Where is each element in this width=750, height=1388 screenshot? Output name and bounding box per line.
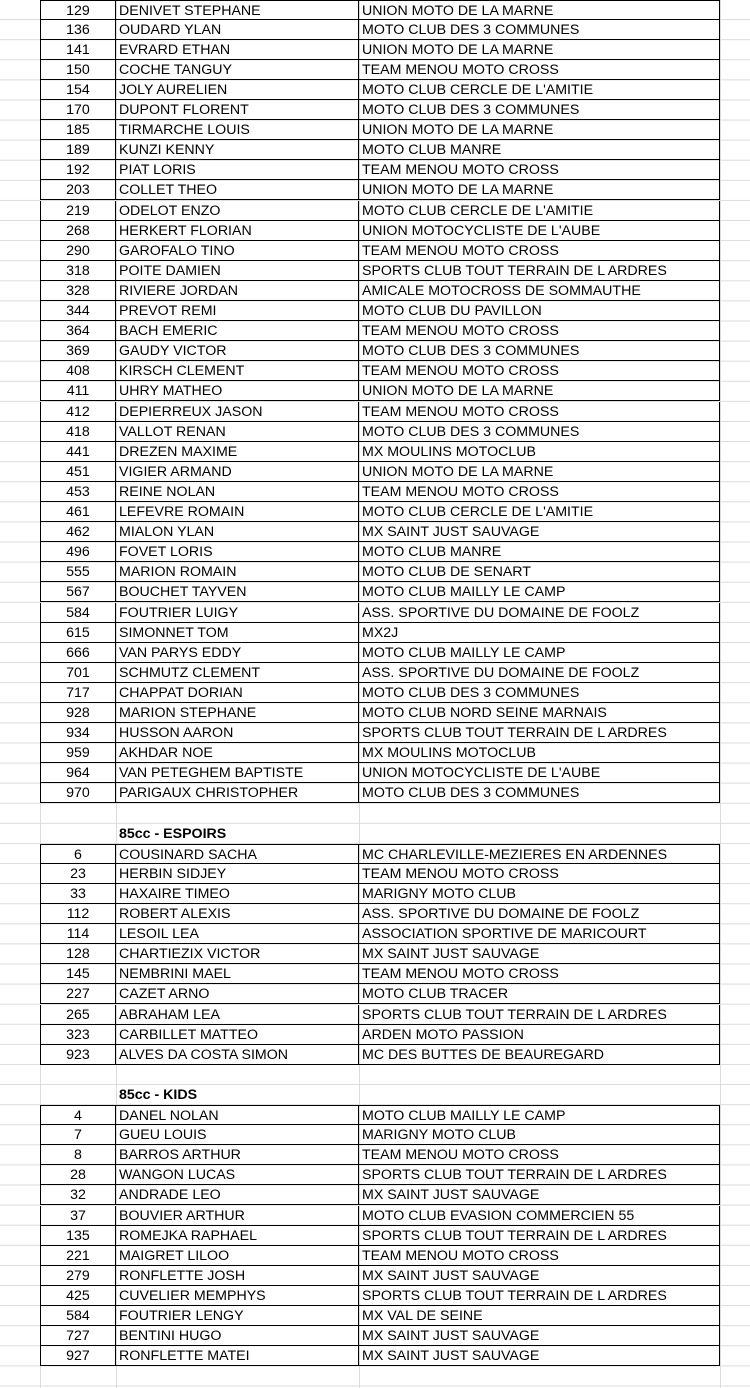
club-name: MX2J bbox=[359, 623, 720, 643]
rider-number: 6 bbox=[40, 844, 116, 864]
table-row bbox=[0, 663, 750, 683]
rider-name: GUEU LOUIS bbox=[116, 1125, 359, 1145]
table-row bbox=[0, 0, 750, 20]
club-name: UNION MOTO DE LA MARNE bbox=[359, 0, 720, 20]
rider-name: HERBIN SIDJEY bbox=[116, 864, 359, 884]
club-name: MOTO CLUB DES 3 COMMUNES bbox=[359, 100, 720, 120]
table-row bbox=[0, 562, 750, 582]
rider-number: 129 bbox=[40, 0, 116, 20]
club-name: MOTO CLUB DES 3 COMMUNES bbox=[359, 783, 720, 803]
rider-number: 441 bbox=[40, 442, 116, 462]
rider-name: ALVES DA COSTA SIMON bbox=[116, 1045, 359, 1065]
club-name: MOTO CLUB DE SENART bbox=[359, 562, 720, 582]
club-name: MOTO CLUB CERCLE DE L'AMITIE bbox=[359, 201, 720, 221]
table-row bbox=[0, 100, 750, 120]
rider-name: CAZET ARNO bbox=[116, 984, 359, 1004]
rider-number: 227 bbox=[40, 984, 116, 1004]
rider-number: 369 bbox=[40, 341, 116, 361]
club-name: MC CHARLEVILLE-MEZIERES EN ARDENNES bbox=[359, 844, 720, 864]
table-row bbox=[0, 884, 750, 904]
club-name: TEAM MENOU MOTO CROSS bbox=[359, 864, 720, 884]
rider-name: ODELOT ENZO bbox=[116, 201, 359, 221]
club-name: MOTO CLUB CERCLE DE L'AMITIE bbox=[359, 80, 720, 100]
table-row bbox=[0, 1326, 750, 1346]
section-heading: 85cc - KIDS bbox=[119, 1086, 198, 1103]
rider-number: 135 bbox=[40, 1226, 116, 1246]
rider-name: MIALON YLAN bbox=[116, 522, 359, 542]
rider-name: EVRARD ETHAN bbox=[116, 40, 359, 60]
rider-number: 408 bbox=[40, 361, 116, 381]
rider-number: 701 bbox=[40, 663, 116, 683]
rider-number: 136 bbox=[40, 20, 116, 40]
club-name: MOTO CLUB MAILLY LE CAMP bbox=[359, 643, 720, 663]
rider-number: 453 bbox=[40, 482, 116, 502]
rider-number: 496 bbox=[40, 542, 116, 562]
rider-number: 7 bbox=[40, 1125, 116, 1145]
table-row bbox=[0, 361, 750, 381]
club-name: MOTO CLUB TRACER bbox=[359, 984, 720, 1004]
rider-name: HUSSON AARON bbox=[116, 723, 359, 743]
rider-name: PREVOT REMI bbox=[116, 301, 359, 321]
rider-name: BARROS ARTHUR bbox=[116, 1145, 359, 1165]
table-row bbox=[0, 1346, 750, 1366]
table-row bbox=[0, 984, 750, 1004]
club-name: SPORTS CLUB TOUT TERRAIN DE L ARDRES bbox=[359, 723, 720, 743]
club-name: TEAM MENOU MOTO CROSS bbox=[359, 361, 720, 381]
club-name: MOTO CLUB DES 3 COMMUNES bbox=[359, 422, 720, 442]
rider-name: UHRY MATHEO bbox=[116, 381, 359, 401]
club-name: TEAM MENOU MOTO CROSS bbox=[359, 160, 720, 180]
section-heading: 85cc - ESPOIRS bbox=[119, 825, 227, 842]
club-name: TEAM MENOU MOTO CROSS bbox=[359, 1246, 720, 1266]
table-row bbox=[0, 904, 750, 924]
rider-name: FOVET LORIS bbox=[116, 542, 359, 562]
rider-number: 150 bbox=[40, 60, 116, 80]
rider-number: 461 bbox=[40, 502, 116, 522]
club-name: UNION MOTO DE LA MARNE bbox=[359, 180, 720, 200]
rider-number: 279 bbox=[40, 1266, 116, 1286]
rider-name: REINE NOLAN bbox=[116, 482, 359, 502]
club-name: MOTO CLUB MANRE bbox=[359, 542, 720, 562]
rider-name: DANEL NOLAN bbox=[116, 1105, 359, 1125]
rider-name: POITE DAMIEN bbox=[116, 261, 359, 281]
club-name: UNION MOTO DE LA MARNE bbox=[359, 381, 720, 401]
table-row bbox=[0, 1206, 750, 1226]
rider-number: 37 bbox=[40, 1206, 116, 1226]
club-name: TEAM MENOU MOTO CROSS bbox=[359, 1145, 720, 1165]
table-row bbox=[0, 1045, 750, 1065]
table-row bbox=[0, 1125, 750, 1145]
club-name: TEAM MENOU MOTO CROSS bbox=[359, 964, 720, 984]
club-name: MX MOULINS MOTOCLUB bbox=[359, 442, 720, 462]
rider-name: NEMBRINI MAEL bbox=[116, 964, 359, 984]
table-row bbox=[0, 1165, 750, 1185]
club-name: MC DES BUTTES DE BEAUREGARD bbox=[359, 1045, 720, 1065]
rider-name: BENTINI HUGO bbox=[116, 1326, 359, 1346]
club-name: MARIGNY MOTO CLUB bbox=[359, 884, 720, 904]
table-row bbox=[0, 643, 750, 663]
rider-number: 666 bbox=[40, 643, 116, 663]
rider-number: 23 bbox=[40, 864, 116, 884]
rider-name: VALLOT RENAN bbox=[116, 422, 359, 442]
rider-number: 970 bbox=[40, 783, 116, 803]
table-row bbox=[0, 160, 750, 180]
rider-number: 318 bbox=[40, 261, 116, 281]
rider-number: 364 bbox=[40, 321, 116, 341]
rider-number: 584 bbox=[40, 1306, 116, 1326]
rider-number: 141 bbox=[40, 40, 116, 60]
table-row bbox=[0, 80, 750, 100]
table-row bbox=[0, 743, 750, 763]
table-row bbox=[0, 120, 750, 140]
rider-name: GAUDY VICTOR bbox=[116, 341, 359, 361]
table-row bbox=[0, 381, 750, 401]
table-row bbox=[0, 783, 750, 803]
rider-name: DEPIERREUX JASON bbox=[116, 402, 359, 422]
club-name: SPORTS CLUB TOUT TERRAIN DE L ARDRES bbox=[359, 1226, 720, 1246]
rider-name: VAN PETEGHEM BAPTISTE bbox=[116, 763, 359, 783]
club-name: UNION MOTO DE LA MARNE bbox=[359, 462, 720, 482]
table-row bbox=[0, 1005, 750, 1025]
rider-name: DREZEN MAXIME bbox=[116, 442, 359, 462]
club-name: ASS. SPORTIVE DU DOMAINE DE FOOLZ bbox=[359, 663, 720, 683]
section-heading-row bbox=[0, 824, 750, 844]
table-row bbox=[0, 1105, 750, 1125]
rider-name: FOUTRIER LENGY bbox=[116, 1306, 359, 1326]
table-row bbox=[0, 140, 750, 160]
rider-number: 567 bbox=[40, 582, 116, 602]
rider-number: 462 bbox=[40, 522, 116, 542]
rider-number: 28 bbox=[40, 1165, 116, 1185]
rider-name: MARION ROMAIN bbox=[116, 562, 359, 582]
rider-name: CUVELIER MEMPHYS bbox=[116, 1286, 359, 1306]
club-name: MOTO CLUB CERCLE DE L'AMITIE bbox=[359, 502, 720, 522]
table-row bbox=[0, 763, 750, 783]
club-name: MOTO CLUB DES 3 COMMUNES bbox=[359, 341, 720, 361]
rider-name: VAN PARYS EDDY bbox=[116, 643, 359, 663]
club-name: MX SAINT JUST SAUVAGE bbox=[359, 522, 720, 542]
rider-name: GAROFALO TINO bbox=[116, 241, 359, 261]
club-name: MX SAINT JUST SAUVAGE bbox=[359, 1346, 720, 1366]
club-name: TEAM MENOU MOTO CROSS bbox=[359, 241, 720, 261]
rider-number: 411 bbox=[40, 381, 116, 401]
club-name: UNION MOTOCYCLISTE DE L'AUBE bbox=[359, 221, 720, 241]
rider-name: PIAT LORIS bbox=[116, 160, 359, 180]
club-name: SPORTS CLUB TOUT TERRAIN DE L ARDRES bbox=[359, 261, 720, 281]
rider-number: 555 bbox=[40, 562, 116, 582]
section-heading-row bbox=[0, 1085, 750, 1105]
table-row bbox=[0, 321, 750, 341]
rider-name: CHARTIEZIX VICTOR bbox=[116, 944, 359, 964]
table-row bbox=[0, 201, 750, 221]
rider-name: BOUCHET TAYVEN bbox=[116, 582, 359, 602]
rider-number: 584 bbox=[40, 603, 116, 623]
club-name: MOTO CLUB MAILLY LE CAMP bbox=[359, 1105, 720, 1125]
table-row bbox=[0, 944, 750, 964]
table-row bbox=[0, 522, 750, 542]
rider-number: 425 bbox=[40, 1286, 116, 1306]
club-name: UNION MOTOCYCLISTE DE L'AUBE bbox=[359, 763, 720, 783]
table-row bbox=[0, 462, 750, 482]
rider-name: AKHDAR NOE bbox=[116, 743, 359, 763]
table-row bbox=[0, 180, 750, 200]
rider-name: DENIVET STEPHANE bbox=[116, 0, 359, 20]
club-name: MOTO CLUB DU PAVILLON bbox=[359, 301, 720, 321]
club-name: MOTO CLUB DES 3 COMMUNES bbox=[359, 20, 720, 40]
table-row bbox=[0, 241, 750, 261]
club-name: MOTO CLUB MAILLY LE CAMP bbox=[359, 582, 720, 602]
rider-name: COCHE TANGUY bbox=[116, 60, 359, 80]
table-row bbox=[0, 301, 750, 321]
rider-name: ROMEJKA RAPHAEL bbox=[116, 1226, 359, 1246]
club-name: SPORTS CLUB TOUT TERRAIN DE L ARDRES bbox=[359, 1005, 720, 1025]
rider-number: 615 bbox=[40, 623, 116, 643]
rider-name: MARION STEPHANE bbox=[116, 703, 359, 723]
rider-name: COUSINARD SACHA bbox=[116, 844, 359, 864]
table-row bbox=[0, 261, 750, 281]
club-name: SPORTS CLUB TOUT TERRAIN DE L ARDRES bbox=[359, 1286, 720, 1306]
rider-name: CHAPPAT DORIAN bbox=[116, 683, 359, 703]
rider-number: 923 bbox=[40, 1045, 116, 1065]
table-row bbox=[0, 442, 750, 462]
table-row bbox=[0, 1246, 750, 1266]
rider-number: 4 bbox=[40, 1105, 116, 1125]
rider-name: CARBILLET MATTEO bbox=[116, 1025, 359, 1045]
table-row bbox=[0, 1145, 750, 1165]
club-name: TEAM MENOU MOTO CROSS bbox=[359, 60, 720, 80]
table-row bbox=[0, 723, 750, 743]
rider-name: MAIGRET LILOO bbox=[116, 1246, 359, 1266]
rider-name: BACH EMERIC bbox=[116, 321, 359, 341]
rider-number: 170 bbox=[40, 100, 116, 120]
club-name: SPORTS CLUB TOUT TERRAIN DE L ARDRES bbox=[359, 1165, 720, 1185]
rider-name: RONFLETTE JOSH bbox=[116, 1266, 359, 1286]
rider-number: 114 bbox=[40, 924, 116, 944]
table-row bbox=[0, 542, 750, 562]
table-row bbox=[0, 281, 750, 301]
rider-number: 192 bbox=[40, 160, 116, 180]
rider-name: DUPONT FLORENT bbox=[116, 100, 359, 120]
table-row bbox=[0, 482, 750, 502]
rider-name: ROBERT ALEXIS bbox=[116, 904, 359, 924]
rider-number: 418 bbox=[40, 422, 116, 442]
club-name: MX SAINT JUST SAUVAGE bbox=[359, 1326, 720, 1346]
table-row bbox=[0, 924, 750, 944]
club-name: TEAM MENOU MOTO CROSS bbox=[359, 402, 720, 422]
rider-number: 33 bbox=[40, 884, 116, 904]
rider-number: 290 bbox=[40, 241, 116, 261]
rider-number: 412 bbox=[40, 402, 116, 422]
table-row bbox=[0, 60, 750, 80]
rider-number: 8 bbox=[40, 1145, 116, 1165]
rider-number: 185 bbox=[40, 120, 116, 140]
club-name: ARDEN MOTO PASSION bbox=[359, 1025, 720, 1045]
rider-number: 927 bbox=[40, 1346, 116, 1366]
rider-name: KIRSCH CLEMENT bbox=[116, 361, 359, 381]
rider-number: 221 bbox=[40, 1246, 116, 1266]
club-name: AMICALE MOTOCROSS DE SOMMAUTHE bbox=[359, 281, 720, 301]
rider-number: 959 bbox=[40, 743, 116, 763]
rider-name: LESOIL LEA bbox=[116, 924, 359, 944]
club-name: MOTO CLUB NORD SEINE MARNAIS bbox=[359, 703, 720, 723]
table-row bbox=[0, 422, 750, 442]
rider-name: PARIGAUX CHRISTOPHER bbox=[116, 783, 359, 803]
rider-name: OUDARD YLAN bbox=[116, 20, 359, 40]
rider-name: TIRMARCHE LOUIS bbox=[116, 120, 359, 140]
rider-number: 451 bbox=[40, 462, 116, 482]
table-row bbox=[0, 1185, 750, 1205]
table-row bbox=[0, 623, 750, 643]
rider-name: KUNZI KENNY bbox=[116, 140, 359, 160]
club-name: ASS. SPORTIVE DU DOMAINE DE FOOLZ bbox=[359, 904, 720, 924]
rider-number: 328 bbox=[40, 281, 116, 301]
rider-name: JOLY AURELIEN bbox=[116, 80, 359, 100]
table-row bbox=[0, 1266, 750, 1286]
rider-number: 268 bbox=[40, 221, 116, 241]
rider-number: 928 bbox=[40, 703, 116, 723]
club-name: MARIGNY MOTO CLUB bbox=[359, 1125, 720, 1145]
club-name: UNION MOTO DE LA MARNE bbox=[359, 120, 720, 140]
rider-name: SIMONNET TOM bbox=[116, 623, 359, 643]
club-name: MOTO CLUB EVASION COMMERCIEN 55 bbox=[359, 1206, 720, 1226]
rider-number: 934 bbox=[40, 723, 116, 743]
club-name: MX MOULINS MOTOCLUB bbox=[359, 743, 720, 763]
table-row bbox=[0, 40, 750, 60]
rider-name: VIGIER ARMAND bbox=[116, 462, 359, 482]
table-row bbox=[0, 964, 750, 984]
club-name: MX VAL DE SEINE bbox=[359, 1306, 720, 1326]
club-name: TEAM MENOU MOTO CROSS bbox=[359, 321, 720, 341]
rider-number: 344 bbox=[40, 301, 116, 321]
rider-number: 717 bbox=[40, 683, 116, 703]
club-name: ASSOCIATION SPORTIVE DE MARICOURT bbox=[359, 924, 720, 944]
rider-name: WANGON LUCAS bbox=[116, 1165, 359, 1185]
rider-name: LEFEVRE ROMAIN bbox=[116, 502, 359, 522]
club-name: MOTO CLUB MANRE bbox=[359, 140, 720, 160]
rider-number: 219 bbox=[40, 201, 116, 221]
table-row bbox=[0, 221, 750, 241]
rider-number: 265 bbox=[40, 1005, 116, 1025]
table-row bbox=[0, 1306, 750, 1326]
rider-name: ABRAHAM LEA bbox=[116, 1005, 359, 1025]
rider-name: HAXAIRE TIMEO bbox=[116, 884, 359, 904]
table-row bbox=[0, 1286, 750, 1306]
rider-name: HERKERT FLORIAN bbox=[116, 221, 359, 241]
table-row bbox=[0, 20, 750, 40]
rider-number: 203 bbox=[40, 180, 116, 200]
rider-number: 154 bbox=[40, 80, 116, 100]
table-row bbox=[0, 1226, 750, 1246]
rider-name: SCHMUTZ CLEMENT bbox=[116, 663, 359, 683]
rider-number: 112 bbox=[40, 904, 116, 924]
rider-name: ANDRADE LEO bbox=[116, 1185, 359, 1205]
table-row bbox=[0, 844, 750, 864]
club-name: ASS. SPORTIVE DU DOMAINE DE FOOLZ bbox=[359, 603, 720, 623]
club-name: MX SAINT JUST SAUVAGE bbox=[359, 1185, 720, 1205]
rider-name: RONFLETTE MATEI bbox=[116, 1346, 359, 1366]
club-name: MX SAINT JUST SAUVAGE bbox=[359, 944, 720, 964]
table-row bbox=[0, 502, 750, 522]
rider-number: 964 bbox=[40, 763, 116, 783]
table-row bbox=[0, 1025, 750, 1045]
rider-number: 32 bbox=[40, 1185, 116, 1205]
table-row bbox=[0, 341, 750, 361]
club-name: MOTO CLUB DES 3 COMMUNES bbox=[359, 683, 720, 703]
table-row bbox=[0, 864, 750, 884]
club-name: UNION MOTO DE LA MARNE bbox=[359, 40, 720, 60]
rider-number: 323 bbox=[40, 1025, 116, 1045]
club-name: TEAM MENOU MOTO CROSS bbox=[359, 482, 720, 502]
rider-name: RIVIERE JORDAN bbox=[116, 281, 359, 301]
rider-name: BOUVIER ARTHUR bbox=[116, 1206, 359, 1226]
table-row bbox=[0, 603, 750, 623]
rider-number: 189 bbox=[40, 140, 116, 160]
table-row bbox=[0, 683, 750, 703]
rider-number: 727 bbox=[40, 1326, 116, 1346]
rider-name: FOUTRIER LUIGY bbox=[116, 603, 359, 623]
table-row bbox=[0, 703, 750, 723]
rider-number: 128 bbox=[40, 944, 116, 964]
club-name: MX SAINT JUST SAUVAGE bbox=[359, 1266, 720, 1286]
rider-name: COLLET THEO bbox=[116, 180, 359, 200]
table-row bbox=[0, 582, 750, 602]
rider-number: 145 bbox=[40, 964, 116, 984]
table-row bbox=[0, 402, 750, 422]
